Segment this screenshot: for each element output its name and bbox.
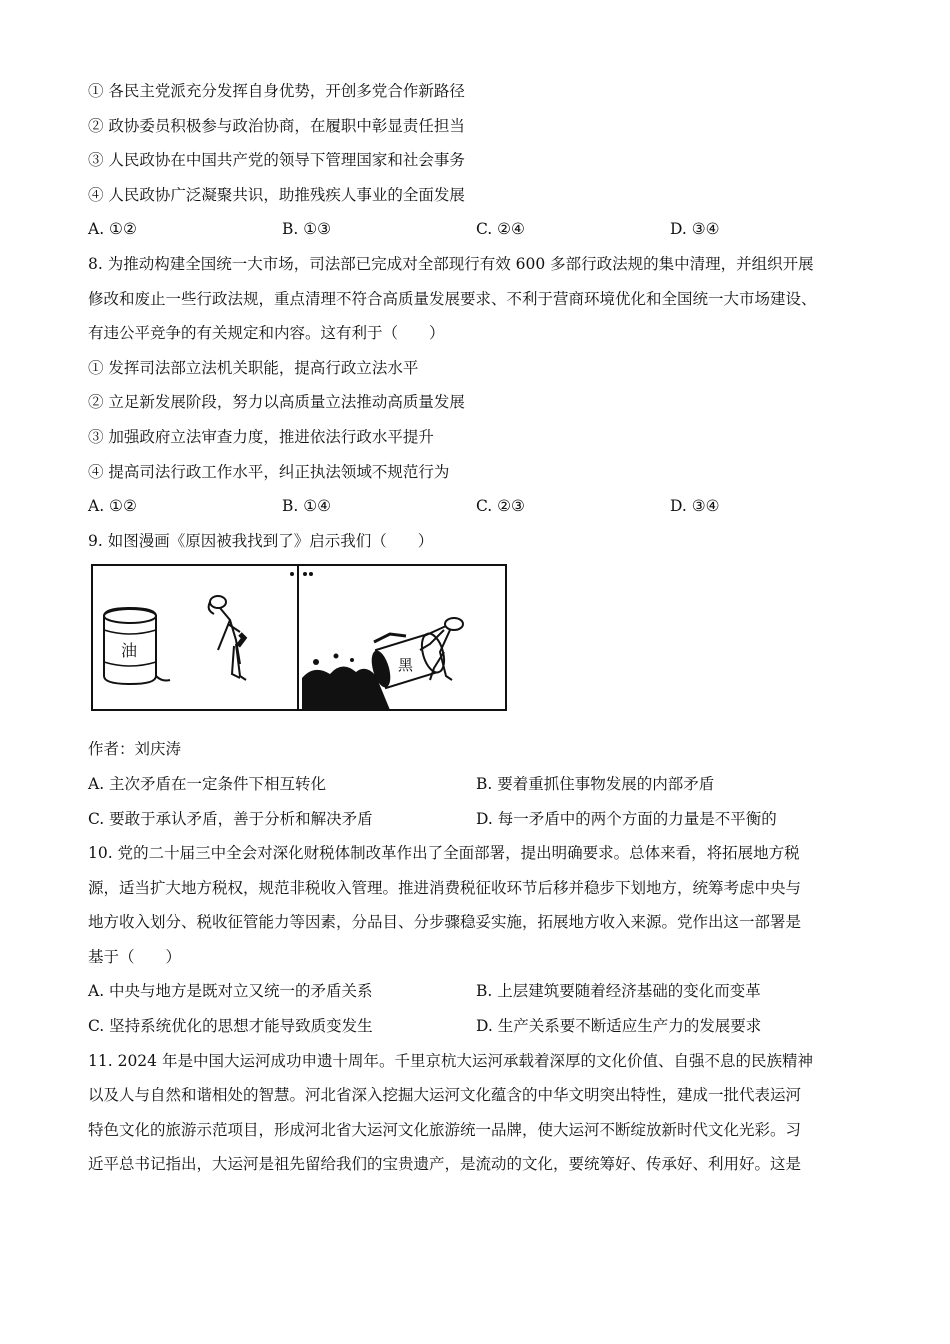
q11-stem-line-2: 以及人与自然和谐相处的智慧。河北省深入挖掘大运河文化蕴含的中华文明突出特性，建成一批代表运河 bbox=[88, 1086, 802, 1105]
q10-stem-line-3: 地方收入划分、税收征管能力等因素，分品目、分步骤稳妥实施，拓展地方收入来源。党作出这一部署是 bbox=[88, 913, 802, 932]
q10-option-b: B. 上层建筑要随着经济基础的变化而变革 bbox=[476, 982, 761, 1001]
q10-option-c: C. 坚持系统优化的思想才能导致质变发生 bbox=[88, 1017, 373, 1036]
q8-stem-line-2: 修改和废止一些行政法规，重点清理不符合高质量发展要求、不利于营商环境优化和全国统一大市场建设、 bbox=[88, 289, 817, 308]
q7-option-b: B. ①③ bbox=[282, 220, 332, 239]
barrel-label-right: 黑 bbox=[398, 656, 414, 675]
q8-item-4: ④ 提高司法行政工作水平，纠正执法领域不规范行为 bbox=[88, 462, 450, 481]
q11-stem-line-1: 11. 2024 年是中国大运河成功申遗十周年。千里京杭大运河承载着深厚的文化价值、自强不息的民族精神 bbox=[88, 1051, 813, 1070]
q7-option-d: D. ③④ bbox=[670, 220, 720, 239]
barrel-label-left: 油 bbox=[121, 641, 138, 661]
q8-block bbox=[88, 247, 878, 524]
q8-options bbox=[88, 489, 878, 524]
q9-option-d: D. 每一矛盾中的两个方面的力量是不平衡的 bbox=[476, 809, 777, 828]
q10-stem-line-2: 源，适当扩大地方税权，规范非税收入管理。推进消费税征收环节后移并稳步下划地方，统筹考虑中央与 bbox=[88, 878, 802, 897]
q8-option-c: C. ②③ bbox=[476, 497, 525, 516]
q8-option-a: A. ①② bbox=[88, 497, 137, 516]
q8-option-b: B. ①④ bbox=[282, 497, 332, 516]
q10-stem-line-1: 10. 党的二十届三中全会对深化财税体制改革作出了全面部署，提出明确要求。总体来看，将拓展地方税 bbox=[88, 844, 800, 863]
q10-options-row-1 bbox=[88, 974, 878, 1009]
q10-stem-line-4: 基于（ ） bbox=[88, 947, 182, 966]
q9-option-b: B. 要着重抓住事物发展的内部矛盾 bbox=[476, 774, 715, 793]
q7-option-c: C. ②④ bbox=[476, 220, 525, 239]
q8-option-d: D. ③④ bbox=[670, 497, 720, 516]
q11-block bbox=[88, 1044, 878, 1182]
q8-item-1: ① 发挥司法部立法机关职能，提高行政立法水平 bbox=[88, 358, 419, 377]
q9-stem: 9. 如图漫画《原因被我找到了》启示我们（ ） bbox=[88, 531, 434, 550]
q7-option-a: A. ①② bbox=[88, 220, 137, 239]
q9-author: 作者：刘庆涛 bbox=[88, 740, 182, 759]
q10-block bbox=[88, 836, 878, 1044]
q7-item-2: ② 政协委员积极参与政治协商，在履职中彰显责任担当 bbox=[88, 116, 465, 135]
q7-block bbox=[88, 74, 878, 247]
cartoon-image bbox=[90, 564, 510, 712]
q10-options-row-2 bbox=[88, 1009, 878, 1044]
q7-item-1: ① 各民主党派充分发挥自身优势，开创多党合作新路径 bbox=[88, 82, 465, 100]
q10-option-a: A. 中央与地方是既对立又统一的矛盾关系 bbox=[88, 982, 373, 1001]
q9-option-c: C. 要敢于承认矛盾，善于分析和解决矛盾 bbox=[88, 809, 373, 828]
q9-block bbox=[88, 524, 878, 836]
q7-options bbox=[88, 212, 878, 247]
q11-stem-line-4: 近平总书记指出，大运河是祖先留给我们的宝贵遗产，是流动的文化，要统筹好、传承好、利用好。这是 bbox=[88, 1155, 802, 1174]
exam-page bbox=[88, 74, 878, 1182]
q7-item-4: ④ 人民政协广泛凝聚共识，助推残疾人事业的全面发展 bbox=[88, 185, 465, 204]
q10-option-d: D. 生产关系要不断适应生产力的发展要求 bbox=[476, 1017, 762, 1036]
q8-stem-line-3: 有违公平竞争的有关规定和内容。这有利于（ ） bbox=[88, 324, 445, 343]
q8-stem-line-1: 8. 为推动构建全国统一大市场，司法部已完成对全部现行有效 600 多部行政法规的集中清理，并组织开展 bbox=[88, 254, 814, 273]
q8-item-3: ③ 加强政府立法审查力度，推进依法行政水平提升 bbox=[88, 427, 434, 446]
q9-option-a: A. 主次矛盾在一定条件下相互转化 bbox=[88, 774, 327, 793]
cartoon-drawing bbox=[90, 564, 510, 712]
q11-stem-line-3: 特色文化的旅游示范项目，形成河北省大运河文化旅游统一品牌，使大运河不断绽放新时代文化光彩。习 bbox=[88, 1120, 802, 1139]
q9-options-row-2 bbox=[88, 802, 878, 837]
q9-options-row-1 bbox=[88, 767, 878, 802]
q8-item-2: ② 立足新发展阶段，努力以高质量立法推动高质量发展 bbox=[88, 393, 465, 412]
q7-item-3: ③ 人民政协在中国共产党的领导下管理国家和社会事务 bbox=[88, 151, 465, 170]
